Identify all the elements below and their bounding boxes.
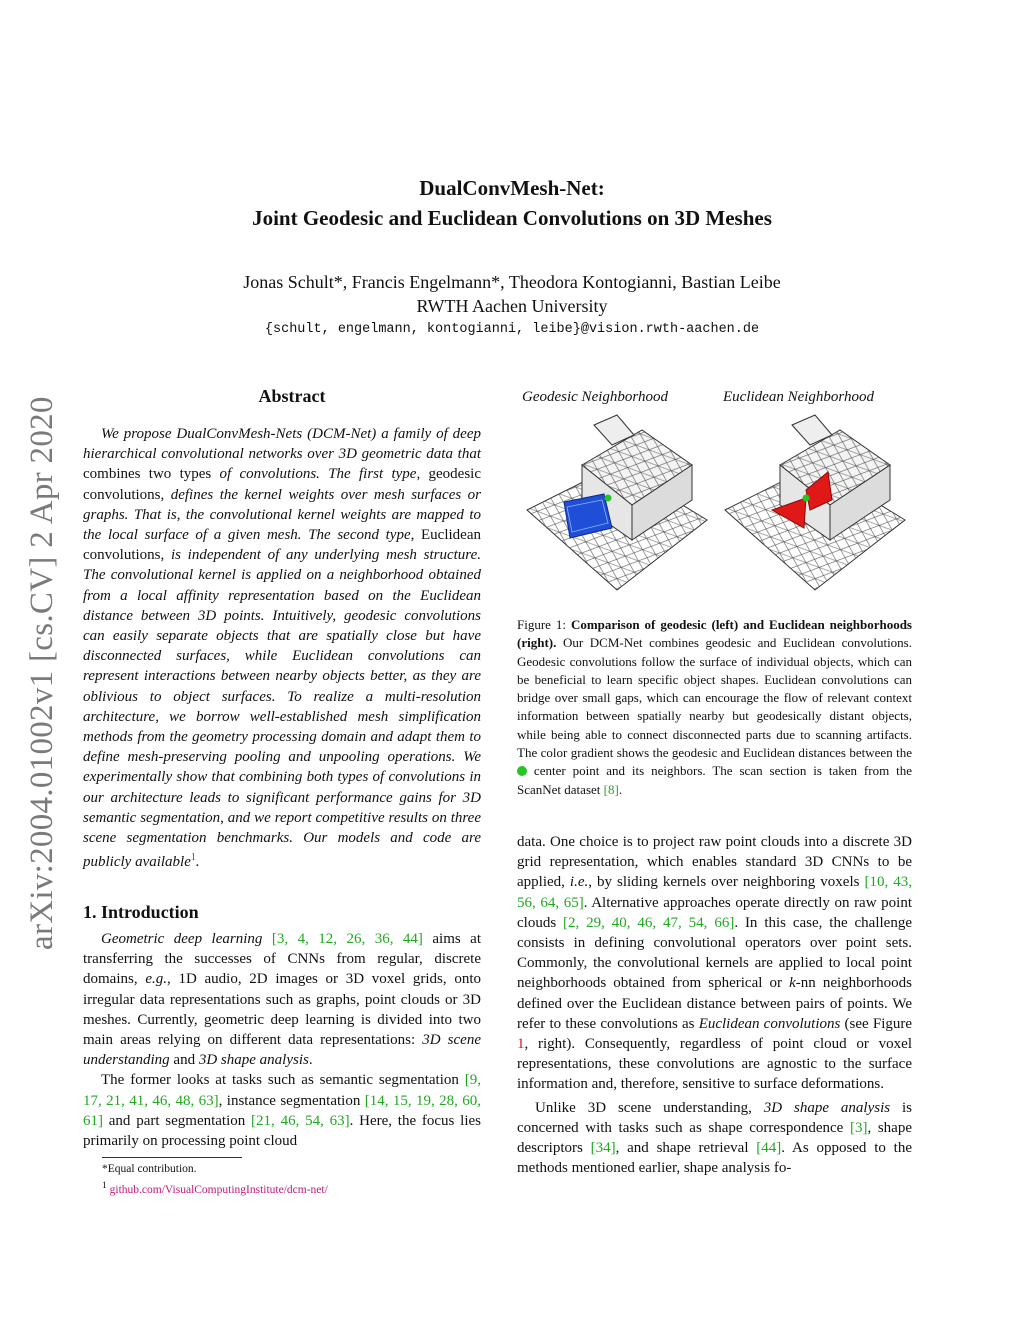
intro-text: . xyxy=(308,1052,313,1069)
citation-group[interactable]: [9, 17, 21, 41, 46, 48, 63] xyxy=(83,1072,481,1109)
intro-term: 3D shape analysis xyxy=(198,1052,309,1069)
intro-text: and xyxy=(169,1052,199,1069)
citation-group[interactable]: [34] xyxy=(590,1140,616,1157)
abstract-text-2: combines two types xyxy=(83,466,220,483)
caption-text: center point and its neighbors. The scan section is taken from the ScanNet dataset xyxy=(517,763,912,797)
body-text: -nn neighborhoods defined over the Euclidean distance between pairs of points. We refer to these convolutions as xyxy=(517,975,912,1032)
footnote-code-link xyxy=(102,1178,328,1198)
citation-group[interactable]: [3, 4, 12, 26, 36, 44] xyxy=(271,931,423,947)
abstract-text-4: geodesic convolutions, xyxy=(83,466,481,503)
arxiv-identifier: arXiv:2004.01002v1 [cs.CV] 2 Apr 2020 xyxy=(24,396,60,950)
citation-group[interactable]: [21, 46, 54, 63] xyxy=(251,1112,350,1129)
body-text: . Alternative approaches operate directly on raw point clouds xyxy=(517,894,912,931)
citation-group[interactable]: [14, 15, 19, 28, 60, 61] xyxy=(83,1092,481,1129)
footnote-divider xyxy=(102,1157,242,1158)
euclidean-mesh-image xyxy=(720,410,910,610)
body-text: , by sliding kernels over neighboring voxels xyxy=(588,874,865,891)
intro-eg: e.g. xyxy=(145,971,167,988)
center-point-marker xyxy=(605,495,612,502)
figure-reference[interactable]: 1 xyxy=(517,1036,525,1053)
body-k: k xyxy=(789,975,796,992)
right-column-body xyxy=(517,832,912,1178)
body-text: . As opposed to the methods mentioned earlier, shape analysis fo- xyxy=(517,1140,912,1177)
intro-text: , 1D audio, 2D images or 3D voxel grids, onto irregular data representations such as graphs, point clouds or 3D meshes. Currently, geometric deep learning is divided into two main areas relying on different data representations: xyxy=(83,971,481,1049)
abstract-body xyxy=(83,424,481,872)
intro-text: . Here, the focus lies primarily on processing point cloud xyxy=(83,1112,481,1150)
body-text: , and shape retrieval xyxy=(615,1140,757,1157)
body-text: . In this case, the challenge consists in defining convolutional operators over point sets. Commonly, the convolutional kernels are applied to local point neighborhoods obtained from spherical or xyxy=(517,914,912,992)
caption-end: . xyxy=(618,781,623,797)
caption-text: Our DCM-Net combines geodesic and Euclidean convolutions. Geodesic convolutions follow the surface of individual objects, which can be beneficial to learn specific object shapes. Euclidean convolutions can bridge over small gaps, which can encourage the flow of relevant context information between spatially nearby but geodesically distant objects, while being able to connect disconnected parts due to scanning artifacts. The color gradient shows the geodesic and Euclidean distances between the xyxy=(517,635,912,761)
affiliation: RWTH Aachen University xyxy=(416,296,608,316)
abstract-heading: Abstract xyxy=(258,386,326,406)
abstract-text-3: of convolutions. The first type, xyxy=(219,466,421,483)
center-point-marker xyxy=(803,495,810,502)
code-repository-link[interactable]: github.com/VisualComputingInstitute/dcm-net/ xyxy=(109,1183,328,1196)
abstract-text-1: We propose DualConvMesh-Nets (DCM-Net) a family of deep hierarchical convolutional networks over 3D geometric data that xyxy=(83,426,481,463)
intro-text: aims at transferring the successes of CNNs from regular, discrete domains, xyxy=(83,931,482,988)
intro-text: The former looks at tasks such as semantic segmentation xyxy=(101,1072,465,1089)
paper-title-line1: DualConvMesh-Net: xyxy=(419,176,605,200)
citation-group[interactable]: [44] xyxy=(756,1140,782,1157)
intro-text: , instance segmentation xyxy=(218,1092,365,1109)
section-heading-introduction: 1. Introduction xyxy=(83,902,199,922)
figure-label-geodesic: Geodesic Neighborhood xyxy=(522,389,668,405)
intro-term: 3D scene understanding xyxy=(83,1032,481,1069)
footnote-equal-contribution: *Equal contribution. xyxy=(102,1163,197,1175)
body-text: , shape descriptors xyxy=(517,1119,913,1157)
footnote-mark[interactable]: 1 xyxy=(190,852,196,864)
body-text: , right). Consequently, regardless of point cloud or voxel representations, these convolutions are agnostic to the surface information and, therefore, sensitive to surface deformations. xyxy=(517,1036,912,1093)
geodesic-mesh-image xyxy=(522,410,712,610)
author-emails: {schult, engelmann, kontogianni, leibe}@vision.rwth-aachen.de xyxy=(264,322,760,337)
author-list: Jonas Schult*, Francis Engelmann*, Theodora Kontogianni, Bastian Leibe xyxy=(243,272,781,292)
body-text: Unlike 3D scene understanding, xyxy=(535,1099,764,1116)
body-term: 3D shape analysis xyxy=(763,1099,891,1116)
body-ie: i.e. xyxy=(569,874,589,891)
body-term: Euclidean convolutions xyxy=(698,1015,841,1032)
body-text: (see Figure xyxy=(840,1015,913,1032)
intro-text: and part segmentation xyxy=(103,1112,252,1129)
figure-label-euclidean: Euclidean Neighborhood xyxy=(723,389,874,405)
body-text: data. One choice is to project raw point clouds into a discrete 3D grid representation, which enables standard 3D CNNs to be applied, xyxy=(517,834,912,891)
caption-prefix: Figure 1: xyxy=(517,617,567,632)
green-dot-icon xyxy=(517,766,527,776)
body-text: is concerned with tasks such as shape correspondence xyxy=(517,1099,912,1136)
figure-1-caption xyxy=(517,616,912,799)
abstract-text-5: defines the kernel weights over mesh surfaces or graphs. That is, the convolutional kernel weights are mapped to the local surface of a given mesh. The second type, xyxy=(83,486,481,544)
citation-group[interactable]: [8] xyxy=(603,781,619,797)
citation-group[interactable]: [2, 29, 40, 46, 47, 54, 66] xyxy=(563,914,735,931)
abstract-text-7: is independent of any underlying mesh structure. The convolutional kernel is applied on a neighborhood obtained from a local affinity representation based on the Euclidean distance between 3D points. Intuitively, geodesic convolutions can easily separate objects that are spatially close but have disconnected surfaces, while Euclidean convolutions can represent interactions between nearby objects better, as they are oblivious to object surfaces. To realize a multi-resolution architecture, we borrow well-established mesh simplification methods from the geometry processing domain and adapt them to define mesh-preserving pooling and unpooling operations. We experimentally show that combining both types of convolutions in our architecture leads to significant performance gains for 3D semantic segmentation, and we report competitive results on three scene segmentation benchmarks. Our models and code are publicly available xyxy=(83,547,481,871)
intro-term: Geometric deep learning xyxy=(101,931,263,947)
paper-title-line2: Joint Geodesic and Euclidean Convolutions on 3D Meshes xyxy=(252,206,772,230)
abstract-text-6: Euclidean convolutions, xyxy=(83,527,481,564)
abstract-end: . xyxy=(195,854,200,871)
footnote-number: 1 xyxy=(102,1180,107,1191)
citation-group[interactable]: [10, 43, 56, 64, 65] xyxy=(517,874,912,911)
caption-title: Comparison of geodesic (left) and Euclidean neighborhoods (right). xyxy=(517,617,912,651)
introduction-body xyxy=(83,929,481,1151)
citation-group[interactable]: [3] xyxy=(849,1119,868,1136)
